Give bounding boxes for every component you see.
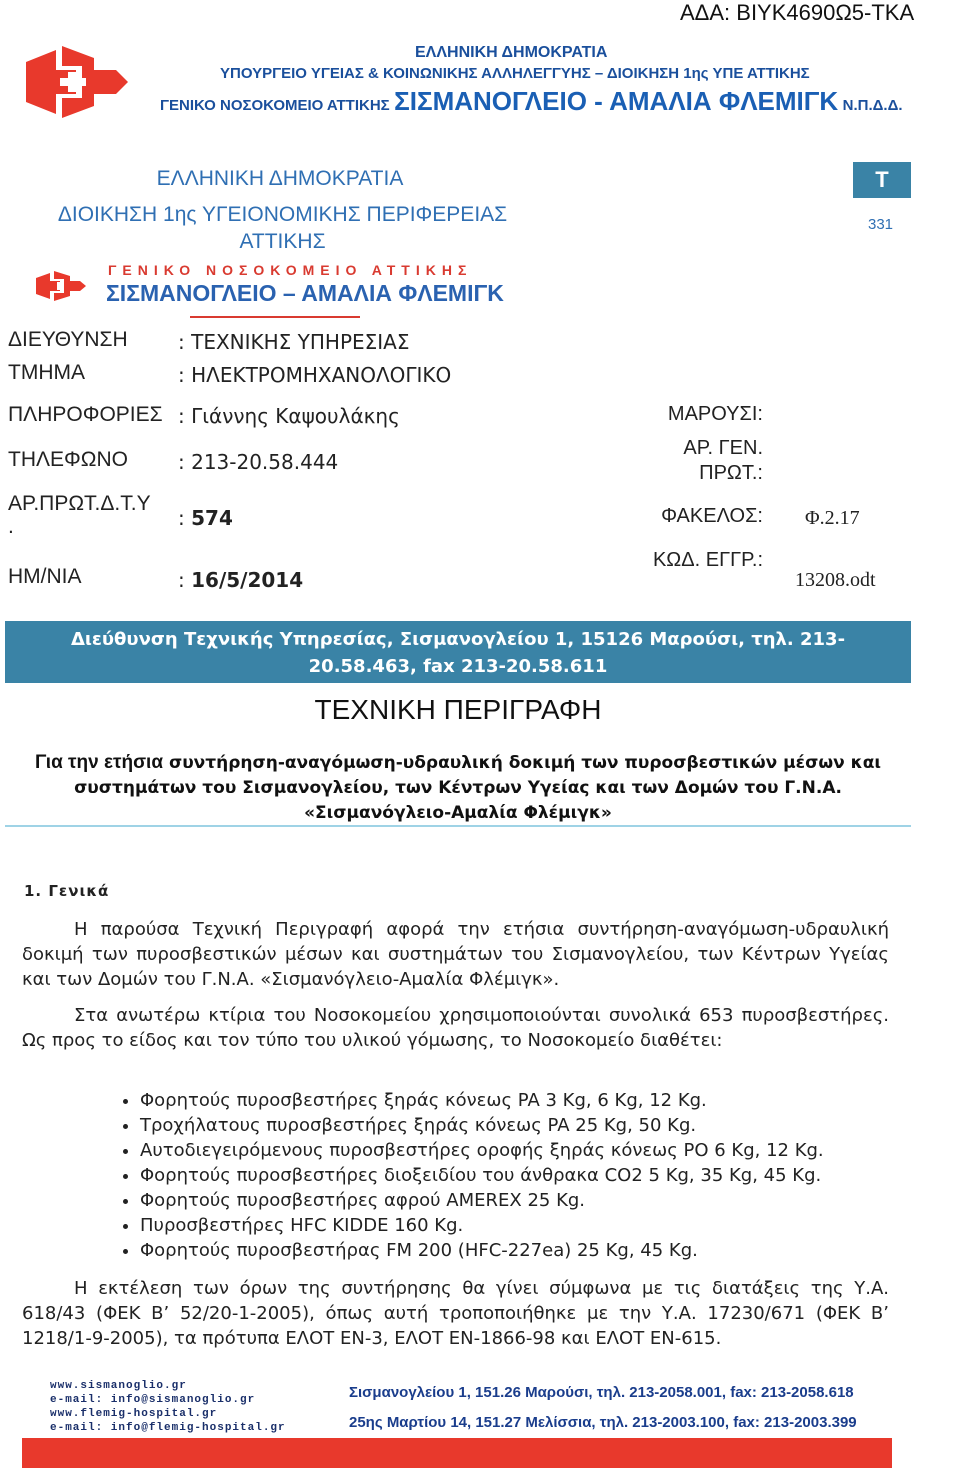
header-hospital-name: ΣΙΣΜΑΝΟΓΛΕΙΟ - ΑΜΑΛΙΑ ΦΛΕΜΙΓΚ (394, 86, 839, 116)
subtitle-divider (5, 825, 911, 827)
list-item: • Τροχήλατους πυροσβεστήρες ξηράς κόνεως PA 25 Kg, 50 Kg. (140, 1113, 940, 1138)
protocol-label: ΑΡ.ΠΡΩΤ.Δ.Τ.Υ (8, 492, 151, 515)
department-label: ΤΜΗΜΑ (8, 361, 85, 384)
protocol-colon: : (178, 506, 192, 530)
general-protocol-label-line2: ΠΡΩΤ.: (699, 462, 763, 484)
hospital-divider (190, 316, 360, 318)
date-value-row (178, 568, 303, 592)
header-hospital-suffix: Ν.Π.Δ.Δ. (842, 97, 903, 114)
registration-code-value: 13208.odt (795, 569, 876, 591)
hospital-small-logo-icon (32, 268, 88, 304)
date-label: ΗΜ/ΝΙΑ (8, 565, 82, 588)
place-label: ΜΑΡΟΥΣΙ: (667, 403, 763, 425)
phone-label: ΤΗΛΕΦΩΝΟ (8, 448, 128, 471)
protocol-value: 574 (191, 506, 233, 530)
list-item: • Φορητούς πυροσβεστήρες αφρού AMEREX 25 Kg. (140, 1188, 940, 1213)
list-item: • Φορητούς πυροσβεστήρας FM 200 (HFC-227ea) 25 Kg, 45 Kg. (140, 1238, 940, 1263)
hospital-cross-logo (16, 42, 134, 122)
gov-region-line1: ΔΙΟΙΚΗΣΗ 1ης ΥΓΕΙΟΝΟΜΙΚΗΣ ΠΕΡΙΦΕΡΕΙΑΣ (57, 203, 508, 226)
general-protocol-label-line1: ΑΡ. ΓΕΝ. (683, 437, 763, 459)
footer-address-2: 25ης Μαρτίου 14, 151.27 Μελίσσια, τηλ. 213-2003.100, fax: 213-2003.399 (349, 1414, 857, 1431)
header-line-ministry: ΥΠΟΥΡΓΕΙΟ ΥΓΕΙΑΣ & ΚΟΙΝΩΝΙΚΗΣ ΑΛΛΗΛΕΓΓΥΗΣ – ΔΙΟΙΚΗΣΗ 1ης ΥΠΕ ΑΤΤΙΚΗΣ (220, 65, 810, 82)
paragraph-2: Στα ανωτέρω κτίρια του Νοσοκομείου χρησιμοποιούνται συνολικά 653 πυροσβεστήρες. Ως προς το είδος και τον τύπο του υλικού γόμωσης, το Νοσοκομείο διαθέτει: (22, 1005, 889, 1051)
info-label: ΠΛΗΡΟΦΟΡΙΕΣ (8, 403, 163, 426)
category-tag: Τ (853, 162, 911, 198)
document-subtitle (5, 750, 911, 826)
protocol-label-dot: . (8, 515, 14, 538)
gov-region-line2: ΑΤΤΙΚΗΣ (239, 230, 326, 253)
extinguisher-list (100, 1088, 940, 1263)
list-item: • Αυτοδιεγειρόμενους πυροσβεστήρες οροφής ξηράς κόνεως PO 6 Kg, 12 Kg. (140, 1138, 940, 1163)
folder-label: ΦΑΚΕΛΟΣ: (661, 505, 763, 527)
date-colon: : (178, 568, 192, 592)
phone-value: : 213-20.58.444 (178, 450, 339, 474)
section-heading: 1. Γενικά (24, 882, 110, 900)
footer-red-band (22, 1438, 892, 1468)
folder-value: Φ.2.17 (805, 507, 860, 529)
paragraph-3: Η εκτέλεση των όρων της συντήρησης θα γίνει σύμφωνα με τις διατάξεις της Υ.Α. 618/43 (ΦΕΚ Β’ 52/20-1-2005), όπως αυτή τροποποιήθηκε με την Υ.Α. 17230/671 (ΦΕΚ Β’ 1218/1-9-2005), τα πρότυπα ΕΛΟΤ ΕΝ-3, ΕΛΟΤ ΕΝ-1866-98 και ΕΛΟΤ ΕΝ-615. (22, 1278, 889, 1349)
address-bar-line2: 20.58.463, fax 213-20.58.611 (308, 656, 608, 677)
list-item: • Φορητούς πυροσβεστήρες διοξειδίου του άνθρακα CO2 5 Kg, 35 Kg, 45 Kg. (140, 1163, 940, 1188)
footer-website-1: www.sismanoglio.gr (50, 1380, 187, 1392)
date-value: 16/5/2014 (191, 568, 304, 592)
subtitle-lead: Για την ετήσια (34, 752, 164, 773)
subtitle-line1: συντήρηση-αναγόμωση-υδραυλική δοκιμή των πυροσβεστικών μέσων και (163, 753, 882, 773)
ada-code: ΑΔΑ: ΒΙΥΚ4690Ω5-ΤΚΑ (680, 0, 915, 25)
direction-label: ΔΙΕΥΘΥΝΣΗ (8, 328, 128, 351)
header-line-republic: ΕΛΛΗΝΙΚΗ ΔΗΜΟΚΡΑΤΙΑ (415, 44, 608, 61)
address-bar-line1: Διεύθυνση Τεχνικής Υπηρεσίας, Σισμανογλείου 1, 15126 Μαρούσι, τηλ. 213- (70, 629, 846, 650)
document-title: ΤΕΧΝΙΚΗ ΠΕΡΙΓΡΑΦΗ (314, 694, 602, 725)
list-item: • Πυροσβεστήρες HFC KIDDE 160 Kg. (140, 1213, 940, 1238)
gov-republic: ΕΛΛΗΝΙΚΗ ΔΗΜΟΚΡΑΤΙΑ (156, 167, 404, 190)
paragraph-1: Η παρούσα Τεχνική Περιγραφή αφορά την ετήσια συντήρηση-αναγόμωση-υδραυλική δοκιμή των πυροσβεστικών μέσων και συστημάτων του Σισμανογλείου, των Κέντρων Υγείας και των Δομών του Γ.Ν.Α. «Σισμανόγλειο-Αμαλία Φλέμιγκ». (22, 919, 889, 990)
category-number: 331 (868, 216, 894, 233)
header-line-hospital (160, 86, 903, 117)
header-hospital-prefix: ΓΕΝΙΚΟ ΝΟΣΟΚΟΜΕΙΟ ΑΤΤΙΚΗΣ (160, 97, 390, 114)
list-item: • Φορητούς πυροσβεστήρες ξηράς κόνεως PA 3 Kg, 6 Kg, 12 Kg. (140, 1088, 940, 1113)
subtitle-line3: «Σισμανόγλειο-Αμαλία Φλέμιγκ» (304, 803, 612, 823)
footer (22, 1374, 892, 1468)
info-value: : Γιάννης Καψουλάκης (178, 404, 400, 428)
hospital-subtitle: ΓΕΝΙΚΟ ΝΟΣΟΚΟΜΕΙΟ ΑΤΤΙΚΗΣ (108, 262, 473, 278)
gov-region (0, 201, 565, 255)
general-protocol-label (560, 436, 763, 486)
protocol-value-row (178, 506, 233, 530)
registration-code-label: ΚΩΔ. ΕΓΓΡ.: (652, 549, 763, 571)
hospital-name: ΣΙΣΜΑΝΟΓΛΕΙΟ – ΑΜΑΛΙΑ ΦΛΕΜΙΓΚ (106, 280, 504, 306)
footer-address-1: Σισμανογλείου 1, 151.26 Μαρούσι, τηλ. 213-2058.001, fax: 213-2058.618 (349, 1384, 854, 1401)
subtitle-line2: συστημάτων του Σισμανογλείου, των Κέντρων Υγείας και των Δομών του Γ.Ν.Α. (74, 778, 842, 798)
direction-value: : ΤΕΧΝΙΚΗΣ ΥΠΗΡΕΣΙΑΣ (178, 330, 410, 354)
address-bar (5, 621, 911, 683)
footer-email-1: e-mail: info@sismanoglio.gr (50, 1394, 256, 1406)
footer-website-2: www.flemig-hospital.gr (50, 1408, 218, 1420)
department-value: : ΗΛΕΚΤΡΟΜΗΧΑΝΟΛΟΓΙΚΟ (178, 363, 452, 387)
footer-email-2: e-mail: info@flemig-hospital.gr (50, 1422, 286, 1434)
